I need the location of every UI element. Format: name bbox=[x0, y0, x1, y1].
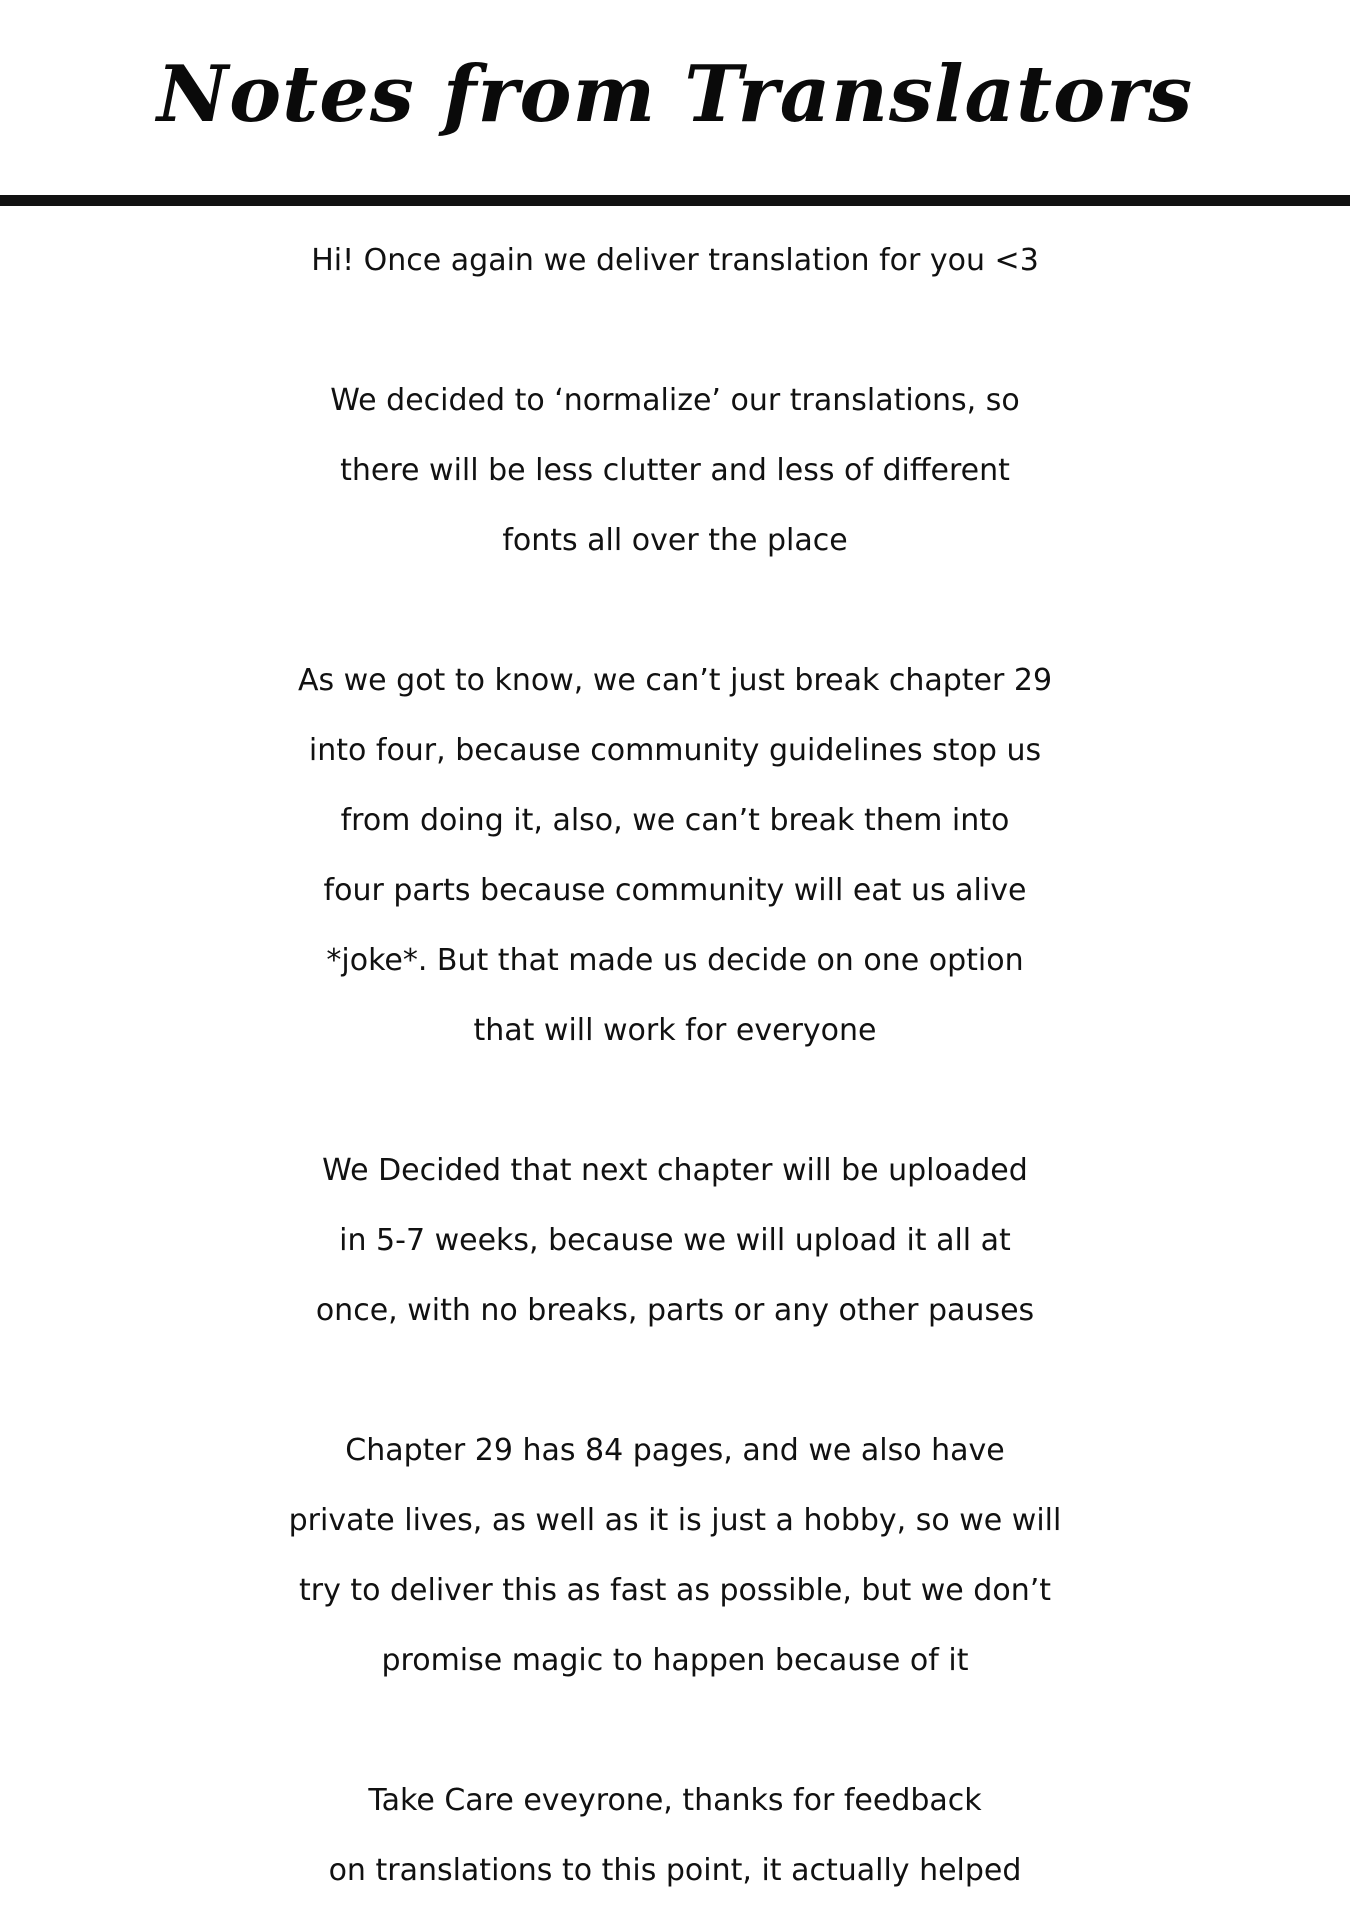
text-line: on translations to this point, it actually helped bbox=[328, 1853, 1022, 1888]
paragraph-chapter-split bbox=[0, 646, 1350, 1066]
text-line: once, with no breaks, parts or any other pauses bbox=[315, 1293, 1035, 1328]
paragraph-normalize bbox=[0, 366, 1350, 576]
text-line: private lives, as well as it is just a hobby, so we will bbox=[288, 1503, 1062, 1538]
text-line: fonts all over the place bbox=[502, 523, 848, 558]
text-line: into four, because community guidelines stop us bbox=[308, 733, 1042, 768]
text-line: We Decided that next chapter will be uploaded bbox=[322, 1153, 1028, 1188]
text-line: promise magic to happen because of it bbox=[381, 1643, 969, 1678]
title-divider bbox=[0, 195, 1350, 206]
text-line: Chapter 29 has 84 pages, and we also have bbox=[345, 1433, 1005, 1468]
paragraph-schedule bbox=[0, 1136, 1350, 1346]
text-line: from doing it, also, we can’t break them into bbox=[340, 803, 1010, 838]
text-line: Take Care eveyrone, thanks for feedback bbox=[368, 1783, 982, 1818]
text-line: try to deliver this as fast as possible, but we don’t bbox=[298, 1573, 1052, 1608]
text-line: that will work for everyone bbox=[473, 1013, 877, 1048]
text-line: *joke*. But that made us decide on one option bbox=[326, 943, 1024, 978]
notes-body bbox=[0, 226, 1350, 1906]
text-line: We decided to ‘normalize’ our translations, so bbox=[330, 383, 1020, 418]
text-line: there will be less clutter and less of different bbox=[340, 453, 1010, 488]
paragraph-thanks bbox=[0, 1766, 1350, 1906]
text-line: four parts because community will eat us alive bbox=[323, 873, 1027, 908]
text-line: in 5-7 weeks, because we will upload it all at bbox=[339, 1223, 1011, 1258]
paragraph-chapter-pages bbox=[0, 1416, 1350, 1696]
text-line: As we got to know, we can’t just break chapter 29 bbox=[297, 663, 1053, 698]
text-line: Hi! Once again we deliver translation for you <3 bbox=[311, 243, 1039, 278]
page-title: Notes from Translators bbox=[156, 49, 1194, 140]
paragraph-greeting bbox=[0, 226, 1350, 296]
